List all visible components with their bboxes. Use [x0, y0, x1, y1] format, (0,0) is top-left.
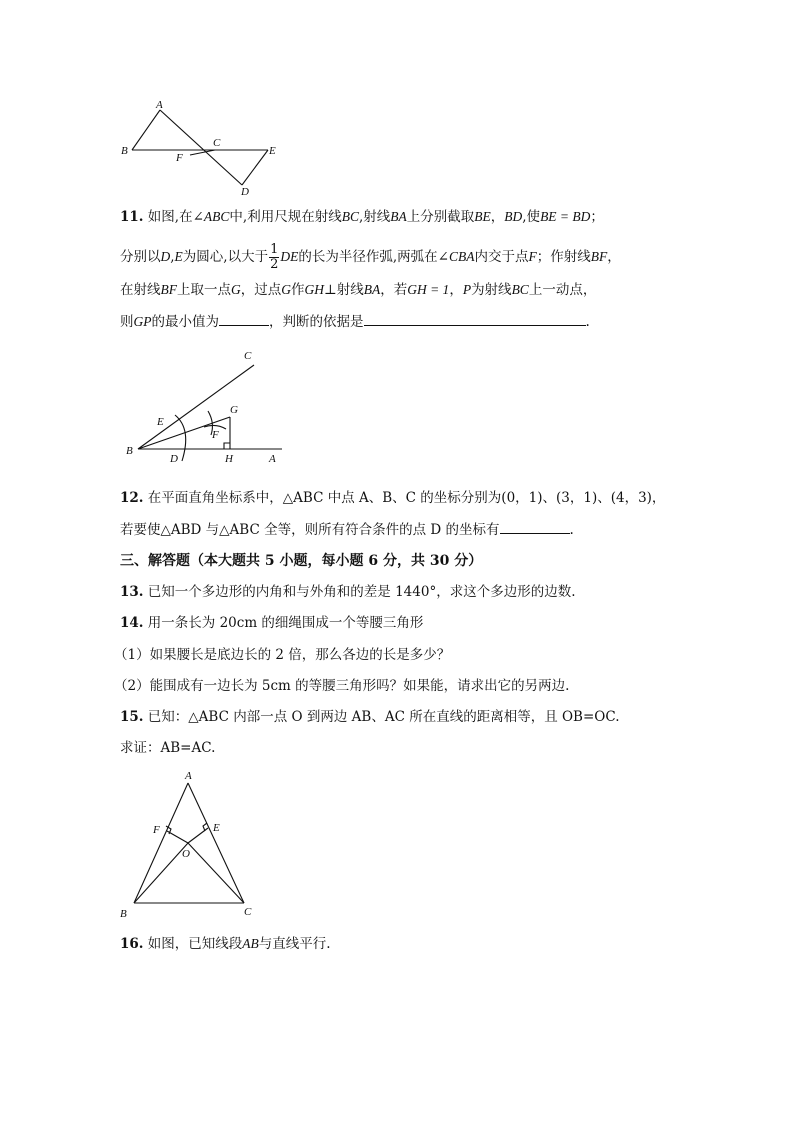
q12-line-1: 12. 在平面直角坐标系中，△ABC 中点 A、B、C 的坐标分别为(0，1)、(3，1)、(4，3)，	[120, 490, 666, 506]
answer-blank-reason[interactable]	[364, 313, 586, 326]
q13-line: 13. 已知一个多边形的内角和与外角和的差是 1440°，求这个多边形的边数.	[120, 584, 576, 600]
fig2-label-D: D	[170, 453, 178, 465]
fraction-one-half: $\frac{1}{2}$	[270, 242, 279, 272]
figure-2-diagram	[120, 345, 295, 470]
q16-number: 16.	[120, 936, 144, 952]
answer-blank-min-value[interactable]	[219, 313, 269, 326]
fig1-label-D: D	[241, 186, 249, 198]
fig3-label-F: F	[153, 824, 160, 836]
fig3-label-O: O	[182, 848, 190, 860]
fig2-label-E: E	[157, 416, 164, 428]
fig1-label-A: A	[156, 99, 163, 111]
q11-line-3: 在射线BF上取一点G，过点G作GH⊥射线BA，若GH = 1，P为射线BC上一动点，	[120, 282, 597, 298]
fig3-label-C: C	[244, 906, 252, 918]
q14-part-2: （2）能围成有一边长为 5cm 的等腰三角形吗？如果能，请求出它的另两边.	[114, 678, 570, 694]
fig3-label-B: B	[120, 908, 127, 920]
fig1-label-E: E	[269, 145, 276, 157]
fig2-label-B: B	[126, 445, 133, 457]
q11-number: 11.	[120, 209, 144, 225]
q12-line-2: 若要使△ABD 与△ABC 全等，则所有符合条件的点 D 的坐标有 .	[120, 522, 574, 538]
figure-1-diagram	[110, 95, 290, 200]
q13-number: 13.	[120, 584, 144, 600]
fig2-label-G: G	[230, 404, 238, 416]
figure-3-diagram	[110, 765, 270, 925]
q14-part-1: （1）如果腰长是底边长的 2 倍，那么各边的长是多少？	[114, 647, 451, 663]
answer-blank-coords[interactable]	[500, 521, 570, 534]
fig1-label-C: C	[213, 137, 221, 149]
q15-line: 15. 已知：△ABC 内部一点 O 到两边 AB、AC 所在直线的距离相等，且 OB=OC.	[120, 709, 620, 725]
fig2-label-A: A	[269, 453, 276, 465]
fig2-label-H: H	[225, 453, 233, 465]
fig2-label-F: F	[212, 429, 219, 441]
q14-number: 14.	[120, 615, 144, 631]
fig1-label-F: F	[176, 152, 183, 164]
fig3-label-E: E	[213, 822, 220, 834]
q16-line: 16. 如图，已知线段AB与直线平行.	[120, 936, 331, 952]
q15-number: 15.	[120, 709, 144, 725]
q11-line-1: 11. 如图,在∠ABC中,利用尺规在射线BC,射线BA上分别截取BE，BD,使BE = BD；	[120, 209, 604, 225]
q15-prove: 求证：AB=AC.	[120, 740, 216, 756]
q11-line-2: 分别以D,E为圆心,以大于 $\frac{1}{2}$ DE的长为半径作弧,两弧在∠CBA内交于点F；作射线BF，	[120, 242, 621, 272]
q11-line-4: 则GP的最小值为 ，判断的依据是 .	[120, 314, 590, 330]
q14-line: 14. 用一条长为 20cm 的细绳围成一个等腰三角形	[120, 615, 424, 631]
fig1-label-B: B	[121, 145, 128, 157]
q12-number: 12.	[120, 490, 144, 506]
section-3-heading: 三、解答题（本大题共 5 小题，每小题 6 分，共 30 分）	[120, 553, 483, 569]
fig2-label-C: C	[244, 350, 252, 362]
fig3-label-A: A	[185, 770, 192, 782]
